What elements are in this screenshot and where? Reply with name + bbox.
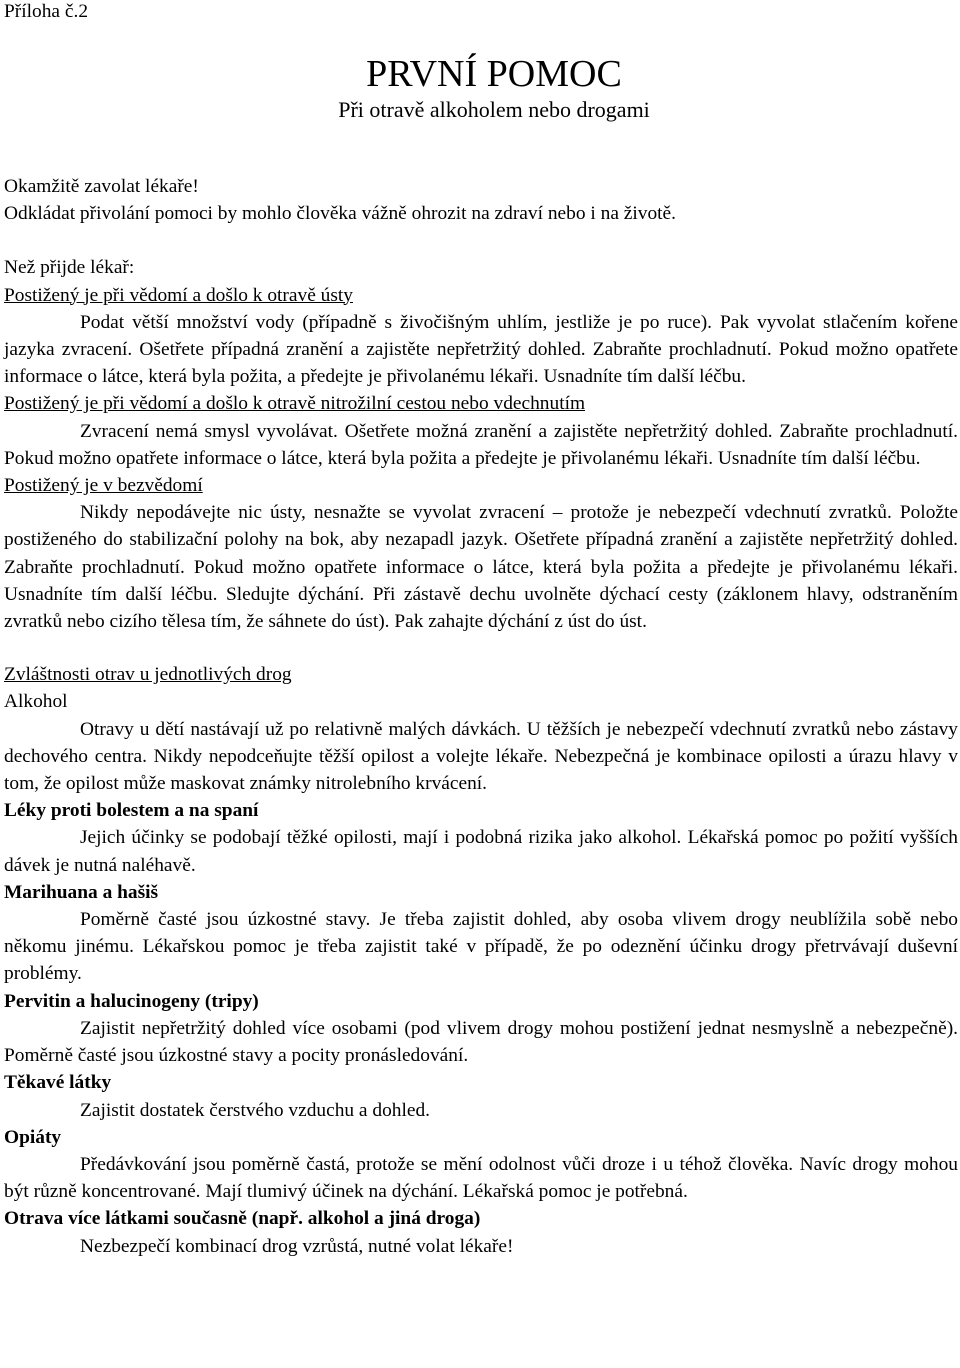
drug-name-opiaty: Opiáty [4, 1126, 62, 1148]
drug-text-opiaty: Předávkování jsou poměrně častá, protože se mění odolnost vůči droze i u téhož člověka. Navíc drogy mohou být různě koncentrované. Mají tlumivý účinek na dýchání. Lékařská pomoc je potřebná. [4, 1153, 958, 1203]
drugs-heading: Zvláštnosti otrav u jednotlivých drog [4, 664, 292, 686]
drug-text-vice-latek: Nezbezpečí kombinací drog vzrůstá, nutné volat lékaře! [80, 1235, 514, 1257]
drug-name-alkohol: Alkohol [4, 691, 68, 713]
before-doctor-label: Než přijde lékař: [4, 257, 135, 279]
case3-heading: Postižený je v bezvědomí [4, 475, 203, 497]
drug-text-leky: Jejich účinky se podobají těžké opilosti, mají i podobná rizika jako alkohol. Lékařská pomoc po požití vyšších dávek je nutná naléhavě. [4, 827, 958, 876]
page-subtitle: Při otravě alkoholem nebo drogami [338, 97, 650, 122]
spacer [4, 635, 958, 661]
page-title: PRVNÍ POMOC [366, 53, 622, 95]
drug-name-leky: Léky proti bolestem a na spaní [4, 800, 259, 822]
annex-label: Příloha č.2 [4, 1, 89, 22]
intro-line-1: Okamžitě zavolat lékaře! [4, 176, 199, 197]
document-body [4, 173, 958, 1260]
intro-line-2: Odkládat přivolání pomoci by mohlo člověka vážně ohrozit na zdraví nebo i na životě. [4, 203, 676, 225]
drug-name-vice-latek: Otrava více látkami současně (např. alkohol a jiná droga) [4, 1208, 481, 1230]
spacer [4, 227, 958, 254]
case3-text: Nikdy nepodávejte nic ústy, nesnažte se vyvolat zvracení – protože je nebezpečí vdechnutí zvratků. Položte postiženého do stabilizační polohy na bok, aby nezapadl jazyk. Ošetřete případná zranění a zajistěte nepřetržitý dohled. Zabraňte prochladnutí. Pokud možno opatřete informace o látce, která byla požita a předejte je přivolanému lékaři. Usnadníte tím další léčbu. Sledujte dýchání. Při zástavě dechu uvolněte dýchací cesty (záklonem hlavy, odstraněním zvratků nebo cizího tělesa tím, že sáhnete do úst). Pak zahajte dýchání z úst do úst. [4, 502, 958, 633]
drug-text-marihuana: Poměrně časté jsou úzkostné stavy. Je třeba zajistit dohled, aby osoba vlivem drogy neublížila sobě nebo někomu jinému. Lékařskou pomoc je třeba zajistit také v případě, že po odeznění účinku drogy přetrvávají duševní problémy. [4, 909, 958, 985]
drug-name-marihuana: Marihuana a hašiš [4, 881, 159, 903]
case1-heading: Postižený je při vědomí a došlo k otravě ústy [4, 284, 353, 306]
drug-text-tekave: Zajistit dostatek čerstvého vzduchu a dohled. [80, 1099, 431, 1121]
drug-text-pervitin: Zajistit nepřetržitý dohled více osobami (pod vlivem drogy mohou postižení jednat nesmyslně a nebezpečně). Poměrně časté jsou úzkostné stavy a pocity pronásledování. [4, 1017, 958, 1067]
case2-text: Zvracení nemá smysl vyvolávat. Ošetřete možná zranění a zajistěte nepřetržitý dohled. Zabraňte prochladnutí. Pokud možno opatřete informace o látce, která byla požita a předejte je přivolanému lékaři. Usnadníte tím další léčbu. [4, 420, 958, 469]
case1-text: Podat větší množství vody (případně s živočišným uhlím, jestliže je po ruce). Pak vyvolat stlačením kořene jazyka zvracení. Ošetřete případná zranění a zajistěte nepřetržitý dohled. Zabraňte prochladnutí. Pokud možno opatřete informace o látce, která byla požita, a předejte je přivolanému lékaři. Usnadníte tím další léčbu. [4, 311, 958, 388]
drug-name-tekave: Těkavé látky [4, 1072, 112, 1094]
drug-name-pervitin: Pervitin a halucinogeny (tripy) [4, 990, 259, 1012]
case2-heading: Postižený je při vědomí a došlo k otravě nitrožilní cestou nebo vdechnutím [4, 393, 586, 415]
drug-text-alkohol: Otravy u dětí nastávají už po relativně malých dávkách. U těžších je nebezpečí vdechnutí zvratků nebo zástavy dechového centra. Nikdy nepodceňujte těžší opilost a volejte lékaře. Nebezpečná je kombinace opilosti a úrazu hlavy v tom, že opilost může maskovat známky nitrolebního krvácení. [4, 718, 958, 795]
